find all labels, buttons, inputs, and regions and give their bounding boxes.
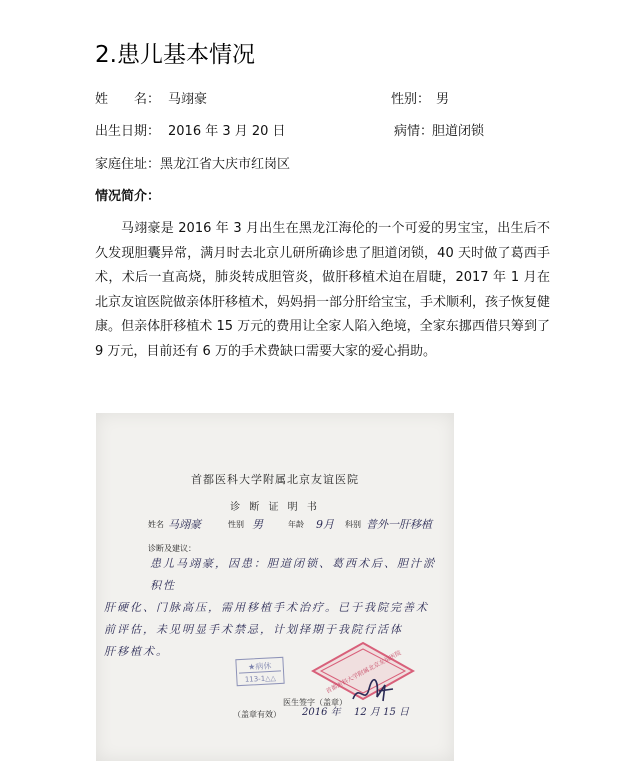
address-value: 黑龙江省大庆市红岗区 [160,157,291,172]
cert-name-value: 马翊豪 [168,518,201,531]
diagnosis-line: 肝移植术。 [104,645,169,658]
cert-gender-value: 男 [252,518,263,531]
seal-valid-label: （盖章有效） [233,710,281,719]
cert-date-year: 2016 年 [302,707,341,718]
birth-label: 出生日期： [95,124,161,139]
address-label: 家庭住址： [95,157,161,172]
illness-label: 病情： [394,124,434,139]
cert-dept-value: 普外一肝移植 [366,518,432,531]
diagnosis-label: 诊断及建议： [148,544,196,553]
gender-label: 性别： [391,92,431,107]
name-label: 姓 名： [95,92,161,107]
svg-text:113-1△△: 113-1△△ [244,674,277,684]
cert-dept-label: 科别 [345,520,361,529]
svg-text:首都医科大学附属北京友谊医院: 首都医科大学附属北京友谊医院 [324,649,403,696]
name-value: 马翊豪 [168,92,208,107]
rest-stamp [235,657,284,686]
cert-age-value: 9月 [316,518,334,531]
birth-value: 2016 年 3 月 20 日 [168,124,286,139]
diagnosis-line: 前评估，未见明显手术禁忌，计划择期于我院行活体 [104,623,403,636]
summary-paragraph: 马翊豪是 2016 年 3 月出生在黑龙江海伦的一个可爱的男宝宝，出生后不久发现胆囊异常，满月时去北京儿研所确诊患了胆道闭锁，40 天时做了葛西手术，术后一直高烧，肺炎转成胆管炎，做肝移植术迫在眉睫，2017 年 1 月在北京友谊医院做亲体肝移植术，妈妈捐一部分肝给宝宝，手术顺利，孩子恢复健康。但亲体肝移植术 15 万元的费用让全家人陷入绝境，全家东挪西借只筹到了 9 万元，目前还有 6 万的手术费缺口需要大家的爱心捐助。 [95,221,551,359]
gender-value: 男 [436,92,450,107]
cert-name-label: 姓名 [148,520,164,529]
svg-text:★病休: ★病休 [247,661,272,672]
illness-value: 胆道闭锁 [432,124,485,139]
cert-age-label: 年龄 [288,520,304,529]
cert-gender-label: 性别 [228,520,244,529]
page-heading: 2.患儿基本情况 [95,42,255,68]
diagnosis-line: 肝硬化、门脉高压，需用移植手术治疗。已于我院完善术 [104,601,429,614]
diagnosis-certificate-photo [96,413,454,761]
diagnosis-line: 患儿马翊豪，因患：胆道闭锁、葛西术后、胆汁淤积性 [150,557,436,592]
certificate-title: 诊 断 证 明 书 [230,502,320,513]
cert-date-month-day: 12 月 15 日 [354,707,409,718]
doctor-sign-label: 医生签字（盖章） [283,698,347,707]
hospital-name: 首都医科大学附属北京友谊医院 [191,473,359,486]
summary-title: 情况简介： [95,189,161,204]
